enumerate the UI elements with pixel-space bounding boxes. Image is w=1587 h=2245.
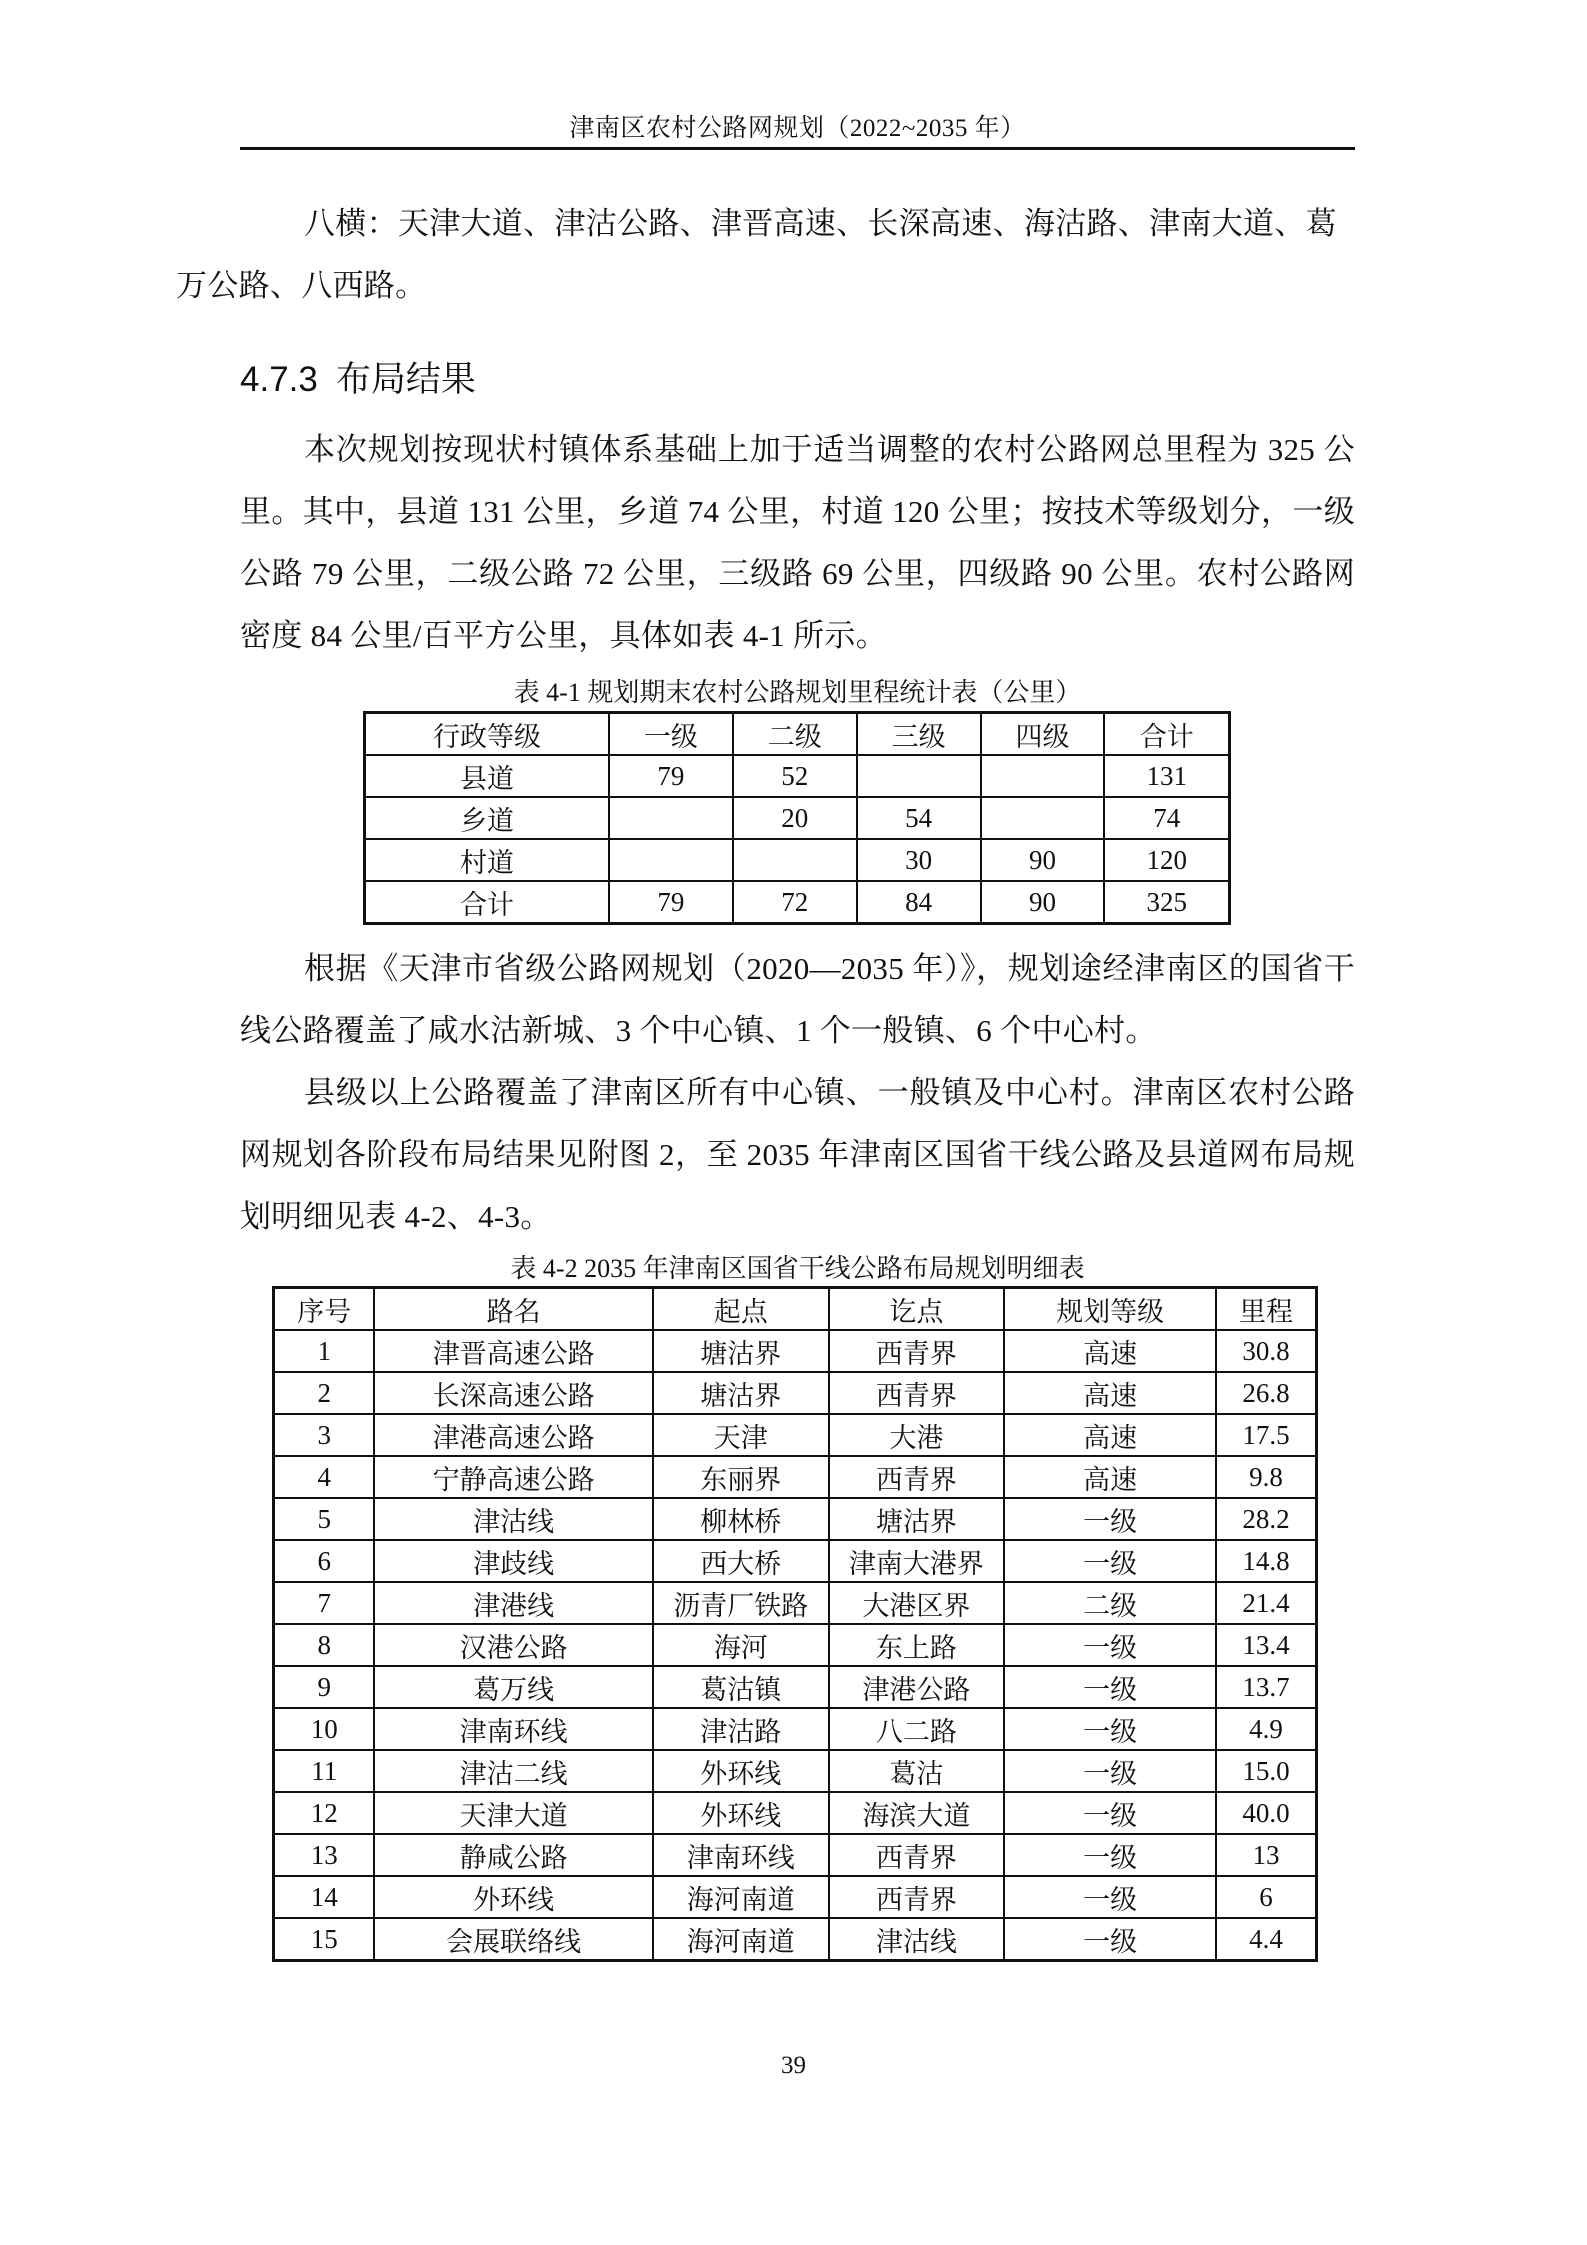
page-number: 39: [781, 2052, 806, 2079]
table-cell: 津沽线: [374, 1498, 653, 1540]
column-header: 讫点: [829, 1288, 1005, 1331]
table-cell: 20: [733, 797, 857, 839]
column-header: 四级: [981, 713, 1105, 756]
table-cell: 乡道: [365, 797, 609, 839]
table-header-row: [274, 1288, 1317, 1331]
table-cell: 一级: [1004, 1876, 1216, 1918]
table-cell: 13: [274, 1834, 375, 1876]
table-row: [274, 1666, 1317, 1708]
table-cell: 八二路: [829, 1708, 1005, 1750]
table-cell: 一级: [1004, 1540, 1216, 1582]
table-row: [274, 1750, 1317, 1792]
table-cell: 一级: [1004, 1750, 1216, 1792]
table-cell: 西青界: [829, 1456, 1005, 1498]
table-cell: 塘沽界: [829, 1498, 1005, 1540]
table-cell: 津晋高速公路: [374, 1330, 653, 1372]
table-cell: 西青界: [829, 1834, 1005, 1876]
table-cell: 72: [733, 881, 857, 924]
table-cell: 会展联络线: [374, 1918, 653, 1961]
column-header: 一级: [609, 713, 733, 756]
column-header: 序号: [274, 1288, 375, 1331]
table1-caption: 表 4-1 规划期末农村公路规划里程统计表（公里）: [513, 678, 1082, 707]
table-cell: 84: [857, 881, 981, 924]
table-cell: 外环线: [653, 1792, 829, 1834]
table-cell: 柳林桥: [653, 1498, 829, 1540]
table-cell: 3: [274, 1414, 375, 1456]
table-cell: 东上路: [829, 1624, 1005, 1666]
table-cell: 90: [981, 881, 1105, 924]
paragraph-county-coverage: 县级以上公路覆盖了津南区所有中心镇、一般镇及中心村。津南区农村公路网规划各阶段布局结果见附图 2，至 2035 年津南区国省干线公路及县道网布局规划明细见表 4-2、4-3。: [240, 1075, 1355, 1234]
table-row: [274, 1834, 1317, 1876]
table-cell: 长深高速公路: [374, 1372, 653, 1414]
table-cell: [981, 797, 1105, 839]
table-cell: 30.8: [1216, 1330, 1316, 1372]
table-cell: 高速: [1004, 1372, 1216, 1414]
paragraph-provincial-plan: 根据《天津市省级公路网规划（2020—2035 年）》，规划途经津南区的国省干线公路覆盖了咸水沽新城、3 个中心镇、1 个一般镇、6 个中心村。: [240, 951, 1355, 1048]
table-cell: 津歧线: [374, 1540, 653, 1582]
table-row: [274, 1792, 1317, 1834]
table-cell: 西青界: [829, 1330, 1005, 1372]
table-cell: 宁静高速公路: [374, 1456, 653, 1498]
table-cell: 津南环线: [653, 1834, 829, 1876]
column-header: 里程: [1216, 1288, 1316, 1331]
table-cell: 葛万线: [374, 1666, 653, 1708]
table-cell: 海河南道: [653, 1876, 829, 1918]
table-cell: 西青界: [829, 1876, 1005, 1918]
table-cell: 一级: [1004, 1666, 1216, 1708]
table-cell: 一级: [1004, 1624, 1216, 1666]
table-cell: 26.8: [1216, 1372, 1316, 1414]
table-cell: 21.4: [1216, 1582, 1316, 1624]
table-cell: 52: [733, 755, 857, 797]
table-row: [274, 1414, 1317, 1456]
table-cell: 汉港公路: [374, 1624, 653, 1666]
table-row: [365, 755, 1230, 797]
table-cell: 4.4: [1216, 1918, 1316, 1961]
table-cell: 县道: [365, 755, 609, 797]
column-header: 三级: [857, 713, 981, 756]
table-cell: 120: [1104, 839, 1229, 881]
column-header: 二级: [733, 713, 857, 756]
table-row: [365, 881, 1230, 924]
table-cell: 天津大道: [374, 1792, 653, 1834]
table-cell: 4: [274, 1456, 375, 1498]
table-row: [274, 1330, 1317, 1372]
table-cell: 4.9: [1216, 1708, 1316, 1750]
table-cell: 79: [609, 755, 733, 797]
table-cell: 外环线: [653, 1750, 829, 1792]
table-cell: 2: [274, 1372, 375, 1414]
table-cell: 高速: [1004, 1330, 1216, 1372]
table-cell: 10: [274, 1708, 375, 1750]
table-cell: 葛沽镇: [653, 1666, 829, 1708]
table-cell: 塘沽界: [653, 1330, 829, 1372]
table-cell: 一级: [1004, 1792, 1216, 1834]
table-cell: 12: [274, 1792, 375, 1834]
table-cell: 津港高速公路: [374, 1414, 653, 1456]
header-rule: [240, 147, 1355, 150]
table-cell: 东丽界: [653, 1456, 829, 1498]
table-cell: 40.0: [1216, 1792, 1316, 1834]
table-cell: 大港区界: [829, 1582, 1005, 1624]
table-cell: 葛沽: [829, 1750, 1005, 1792]
table-cell: 28.2: [1216, 1498, 1316, 1540]
table-cell: [981, 755, 1105, 797]
table-cell: 13.4: [1216, 1624, 1316, 1666]
table-cell: 一级: [1004, 1708, 1216, 1750]
table-row: [274, 1918, 1317, 1961]
table-row: [274, 1876, 1317, 1918]
table-row: [365, 797, 1230, 839]
table-cell: 6: [1216, 1876, 1316, 1918]
table-cell: [733, 839, 857, 881]
section-number: 4.7.3: [240, 360, 318, 399]
table-cell: 9.8: [1216, 1456, 1316, 1498]
table-cell: 天津: [653, 1414, 829, 1456]
table-cell: 一级: [1004, 1834, 1216, 1876]
table-cell: 西青界: [829, 1372, 1005, 1414]
table-cell: 津沽二线: [374, 1750, 653, 1792]
table-cell: 塘沽界: [653, 1372, 829, 1414]
table-cell: 54: [857, 797, 981, 839]
table-cell: 合计: [365, 881, 609, 924]
table2-caption: 表 4-2 2035 年津南区国省干线公路布局规划明细表: [510, 1254, 1085, 1283]
table-cell: 11: [274, 1750, 375, 1792]
table-cell: 9: [274, 1666, 375, 1708]
table-cell: 海河: [653, 1624, 829, 1666]
table-cell: 14.8: [1216, 1540, 1316, 1582]
table-cell: 15.0: [1216, 1750, 1316, 1792]
table-row: [274, 1582, 1317, 1624]
table-cell: 17.5: [1216, 1414, 1316, 1456]
table-cell: 津沽路: [653, 1708, 829, 1750]
table-cell: 74: [1104, 797, 1229, 839]
table-cell: 一级: [1004, 1498, 1216, 1540]
table-cell: 津南大港界: [829, 1540, 1005, 1582]
table-cell: 5: [274, 1498, 375, 1540]
table-row: [274, 1372, 1317, 1414]
table-cell: 津沽线: [829, 1918, 1005, 1961]
column-header: 起点: [653, 1288, 829, 1331]
table-cell: 二级: [1004, 1582, 1216, 1624]
table-cell: [609, 797, 733, 839]
table-cell: 一级: [1004, 1918, 1216, 1961]
table-cell: 静咸公路: [374, 1834, 653, 1876]
table-row: [365, 839, 1230, 881]
table-row: [274, 1624, 1317, 1666]
table-row: [274, 1456, 1317, 1498]
table-cell: 大港: [829, 1414, 1005, 1456]
table-cell: 13: [1216, 1834, 1316, 1876]
table-row: [274, 1708, 1317, 1750]
table-cell: 325: [1104, 881, 1229, 924]
table-cell: [609, 839, 733, 881]
table-cell: 14: [274, 1876, 375, 1918]
paragraph-eight-horizontals: [176, 193, 1355, 317]
table-cell: 6: [274, 1540, 375, 1582]
table-row: [274, 1540, 1317, 1582]
table-cell: 高速: [1004, 1414, 1216, 1456]
table-cell: 西大桥: [653, 1540, 829, 1582]
table-cell: 海河南道: [653, 1918, 829, 1961]
paragraph-line: 八横：天津大道、津沽公路、津晋高速、长深高速、海沽路、津南大道、葛: [304, 206, 1337, 241]
table-cell: 79: [609, 881, 733, 924]
table-cell: 沥青厂铁路: [653, 1582, 829, 1624]
table-cell: 131: [1104, 755, 1229, 797]
table-cell: 津港线: [374, 1582, 653, 1624]
section-heading: [240, 352, 476, 402]
table-cell: 高速: [1004, 1456, 1216, 1498]
table-cell: 13.7: [1216, 1666, 1316, 1708]
table-row: [274, 1498, 1317, 1540]
table-cell: [857, 755, 981, 797]
table-cell: 90: [981, 839, 1105, 881]
paragraph-total-mileage: 本次规划按现状村镇体系基础上加于适当调整的农村公路网总里程为 325 公里。其中，县道 131 公里，乡道 74 公里，村道 120 公里；按技术等级划分，一级公路 79 公里，二级公路 72 公里，三级路 69 公里，四级路 90 公里。农村公路网密度 84 公里/百平方公里，具体如表 4-1 所示。: [240, 432, 1355, 653]
mileage-statistics-table: [363, 711, 1231, 925]
section-title: 布局结果: [335, 360, 476, 399]
table-cell: 津南环线: [374, 1708, 653, 1750]
column-header: 合计: [1104, 713, 1229, 756]
table-cell: 村道: [365, 839, 609, 881]
table-cell: 15: [274, 1918, 375, 1961]
table-cell: 1: [274, 1330, 375, 1372]
table-cell: 外环线: [374, 1876, 653, 1918]
column-header: 行政等级: [365, 713, 609, 756]
running-header: 津南区农村公路网规划（2022~2035 年）: [569, 115, 1026, 142]
column-header: 规划等级: [1004, 1288, 1216, 1331]
table-cell: 海滨大道: [829, 1792, 1005, 1834]
column-header: 路名: [374, 1288, 653, 1331]
paragraph-line: 万公路、八西路。: [176, 268, 427, 303]
table-header-row: [365, 713, 1230, 756]
table-cell: 津港公路: [829, 1666, 1005, 1708]
trunk-road-layout-table: [272, 1286, 1318, 1962]
table-cell: 7: [274, 1582, 375, 1624]
table-cell: 30: [857, 839, 981, 881]
table-cell: 8: [274, 1624, 375, 1666]
